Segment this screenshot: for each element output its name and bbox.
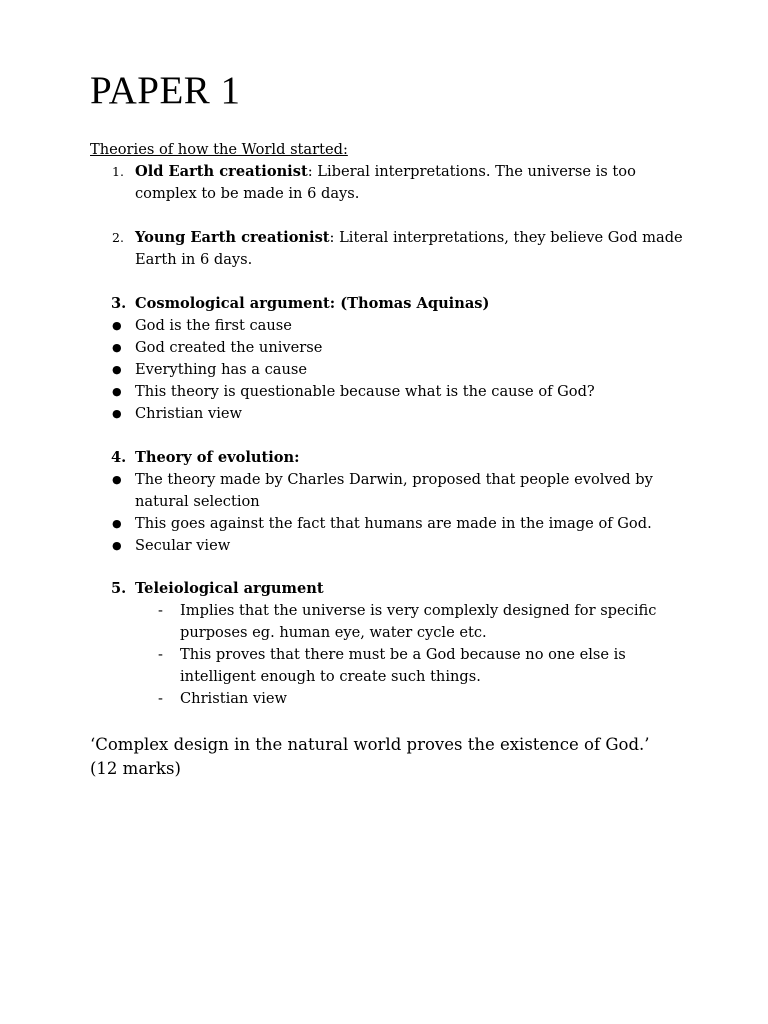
dash-icon: - — [158, 646, 163, 663]
bullet-icon: ● — [112, 319, 122, 332]
section-continuation: Earth in 6 days. — [135, 251, 253, 268]
list-item: ● This goes against the fact that humans are made in the image of God. — [90, 513, 730, 535]
dash-icon: - — [158, 690, 163, 707]
list-item: ● Everything has a cause — [90, 359, 730, 381]
bullet-icon: ● — [112, 473, 122, 486]
section-line — [90, 447, 730, 469]
list-item: ● God is the first cause — [90, 315, 730, 337]
bullet-icon: ● — [112, 385, 122, 398]
list-item-continuation: natural selection — [135, 493, 260, 510]
list-item: ● God created the universe — [90, 337, 730, 359]
section-old-earth — [90, 161, 730, 205]
list-item: - Implies that the universe is very complexly designed for specific — [90, 600, 730, 622]
section-teleological — [90, 578, 730, 710]
dash-icon: - — [158, 602, 163, 619]
question-marks: (12 marks) — [90, 759, 181, 778]
section-heading: Cosmological argument: (Thomas Aquinas) — [135, 295, 490, 312]
section-line — [90, 293, 730, 315]
bullet-icon: ● — [112, 517, 122, 530]
section-heading: Young Earth creationist — [135, 229, 330, 246]
bullet-icon: ● — [112, 407, 122, 420]
list-item-continuation: purposes eg. human eye, water cycle etc. — [180, 624, 487, 641]
section-cosmological — [90, 293, 730, 425]
section-number: 5. — [111, 580, 127, 597]
intro-heading: Theories of how the World started: — [90, 141, 348, 158]
section-heading: Teleiological argument — [135, 580, 324, 597]
section-continuation: complex to be made in 6 days. — [135, 185, 360, 202]
section-line — [90, 578, 730, 600]
section-number: 3. — [111, 295, 127, 312]
list-item: ● Secular view — [90, 535, 730, 557]
section-heading: Old Earth creationist — [135, 163, 308, 180]
section-number: 2. — [112, 230, 124, 245]
page-title: PAPER 1 — [90, 69, 241, 112]
list-item-continuation: intelligent enough to create such things. — [180, 668, 481, 685]
list-item: - Christian view — [90, 688, 730, 710]
list-item: ● This theory is questionable because what is the cause of God? — [90, 381, 730, 403]
list-item: ● The theory made by Charles Darwin, proposed that people evolved by — [90, 469, 730, 491]
section-text: : Liberal interpretations. The universe is too — [307, 163, 636, 180]
bullet-icon: ● — [112, 363, 122, 376]
exam-question — [90, 733, 650, 781]
section-text: : Literal interpretations, they believe God made — [329, 229, 683, 246]
section-evolution — [90, 447, 730, 557]
section-heading: Theory of evolution: — [135, 449, 300, 466]
section-line — [90, 161, 730, 183]
question-quote: ‘Complex design in the natural world proves the existence of God.’ — [90, 735, 650, 754]
section-number: 1. — [112, 164, 124, 179]
section-young-earth — [90, 227, 730, 271]
list-item: - This proves that there must be a God because no one else is — [90, 644, 730, 666]
section-number: 4. — [111, 449, 127, 466]
bullet-icon: ● — [112, 539, 122, 552]
bullet-icon: ● — [112, 341, 122, 354]
list-item: ● Christian view — [90, 403, 730, 425]
section-line — [90, 227, 730, 249]
